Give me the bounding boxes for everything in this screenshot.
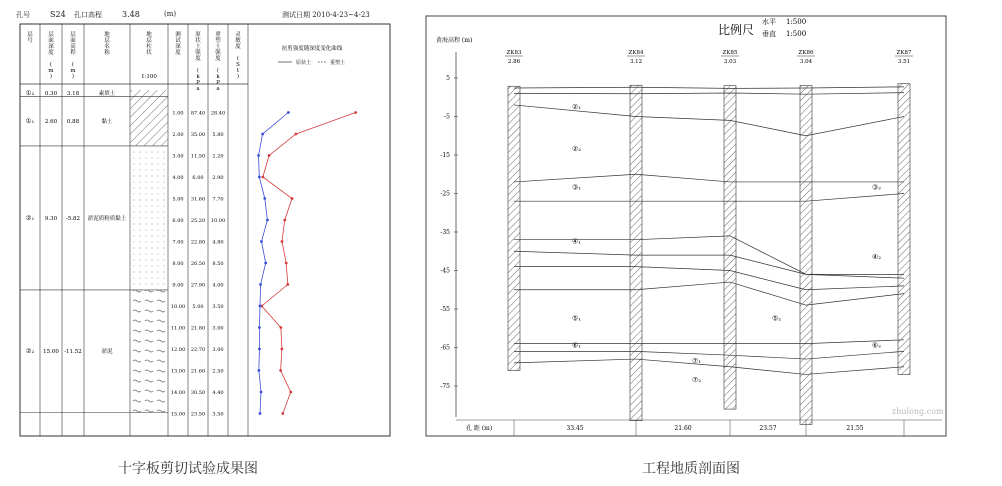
borehole-column	[898, 84, 910, 375]
scale-title: 比例尺	[718, 23, 755, 37]
test-depth: 4.00	[172, 175, 184, 181]
remolded-point	[259, 283, 262, 286]
borehole-distance: 21.55	[846, 425, 864, 432]
vane-shear-table-svg	[12, 6, 398, 446]
remolded-point	[264, 262, 267, 265]
undisturbed-strength: 21.60	[190, 368, 206, 375]
vane-shear-test-panel	[12, 6, 398, 446]
undisturbed-strength: 23.50	[190, 411, 206, 418]
remolded-point	[263, 197, 266, 200]
remolded-point	[261, 133, 264, 136]
remolded-strength: 10.00	[210, 218, 226, 224]
layer-elevation: -11.52	[64, 349, 82, 356]
y-tick-label: -65	[440, 344, 450, 352]
strata-boundary	[514, 87, 904, 89]
scale-h-value: 1:500	[786, 18, 807, 26]
undisturbed-point	[295, 133, 298, 136]
legend-remolded: 重塑土	[330, 60, 346, 66]
remolded-strength: 8.50	[212, 261, 224, 267]
test-depth: 7.00	[172, 239, 184, 246]
layer-elevation: 0.88	[66, 119, 80, 126]
layer-label: ④₂	[872, 252, 882, 261]
layer-name: 素填土	[98, 91, 116, 98]
scale-label: 1:100	[141, 74, 157, 80]
elevation-value: 3.48	[122, 10, 140, 19]
undisturbed-point	[268, 154, 271, 157]
remolded-strength: 4.00	[212, 282, 224, 289]
layer-depth: 9.30	[44, 215, 58, 222]
y-tick-label: -25	[440, 190, 450, 198]
scale-v-value: 1:500	[786, 30, 807, 38]
layer-code: ①₂	[25, 89, 35, 98]
y-tick-label: 5	[446, 75, 450, 82]
borehole-column	[508, 86, 520, 370]
undisturbed-point	[289, 391, 292, 394]
borehole-column	[724, 86, 736, 410]
undisturbed-strength: 5.00	[192, 304, 204, 310]
undisturbed-curve	[262, 113, 356, 414]
remolded-strength: 5.80	[212, 132, 224, 138]
layer-label: ④₁	[572, 237, 582, 246]
undisturbed-point	[261, 176, 264, 179]
borehole-distance: 21.60	[674, 425, 692, 432]
test-depth: 3.00	[172, 153, 184, 160]
layer-depth: 0.30	[44, 91, 58, 98]
undisturbed-strength: 35.00	[190, 132, 206, 138]
remolded-point	[260, 240, 263, 243]
borehole-id: ZK84	[628, 50, 644, 56]
layer-label: ⑦₁	[692, 356, 702, 365]
geologic-section-panel	[422, 12, 952, 442]
y-tick-label: -15	[440, 152, 450, 159]
remolded-curve	[259, 113, 289, 414]
test-depth: 11.00	[170, 325, 186, 332]
test-depth: 14.00	[170, 390, 186, 396]
elevation-unit: (m)	[164, 10, 177, 18]
column-header: 原状土强度 ( k P a	[195, 32, 201, 92]
layer-name: 淤泥质粉质黏土	[87, 215, 127, 222]
undisturbed-point	[354, 111, 357, 114]
remolded-strength: 3.00	[212, 325, 224, 332]
remolded-point	[257, 154, 260, 157]
undisturbed-strength: 21.80	[190, 325, 206, 332]
borehole-distance: 33.45	[566, 425, 584, 432]
undisturbed-point	[281, 240, 284, 243]
test-depth: 15.00	[170, 411, 186, 418]
undisturbed-strength: 30.50	[190, 390, 206, 396]
remolded-strength: 2.90	[212, 175, 224, 181]
undisturbed-strength: 87.40	[190, 110, 206, 117]
layer-elevation: -5.82	[65, 215, 81, 222]
strata-boundary	[514, 282, 904, 305]
column-header: 灵敏度 ( S t )	[235, 32, 241, 80]
y-tick-label: -45	[440, 267, 450, 275]
remolded-point	[259, 305, 262, 308]
column-header: 层号	[27, 32, 33, 44]
remolded-strength: 3.50	[212, 411, 224, 418]
layer-depth: 15.00	[43, 349, 59, 356]
borehole-column	[630, 85, 642, 420]
remolded-point	[258, 176, 261, 179]
undisturbed-point	[280, 348, 283, 351]
undisturbed-strength: 11.50	[190, 153, 206, 160]
remolded-point	[266, 219, 269, 222]
column-header: 层面高程 ( m )	[70, 32, 76, 80]
undisturbed-strength: 27.90	[190, 282, 206, 289]
undisturbed-strength: 31.60	[190, 196, 206, 203]
layer-code: ②₁	[25, 213, 35, 222]
layer-depth: 2.60	[44, 119, 58, 126]
strata-column	[130, 146, 168, 290]
remolded-strength: 7.70	[212, 196, 224, 203]
remolded-strength: 3.00	[212, 347, 224, 353]
remolded-point	[258, 348, 261, 351]
undisturbed-point	[279, 326, 282, 329]
borehole-id: ZK86	[798, 50, 814, 56]
y-tick-label: -75	[440, 383, 450, 390]
y-tick-label: -55	[440, 306, 450, 313]
undisturbed-strength: 6.00	[192, 175, 204, 181]
test-date: 测试日期 2010-4-23~4-23	[282, 11, 370, 19]
borehole-elevation: 2.86	[507, 59, 521, 65]
layer-label: ③₂	[872, 183, 882, 192]
layer-label: ②₁	[572, 102, 582, 111]
borehole-elevation: 3.04	[799, 59, 813, 65]
y-tick-label: -5	[444, 113, 450, 121]
remolded-strength: 28.40	[210, 110, 226, 117]
left-caption: 十字板剪切试验成果图	[118, 461, 258, 477]
remolded-point	[260, 391, 263, 394]
test-depth: 13.00	[170, 368, 186, 375]
strata-column	[130, 290, 168, 413]
layer-elevation: 3.18	[66, 91, 80, 98]
chart-legend-title: 抗剪强度随深度变化曲线	[281, 46, 343, 52]
column-header: 层面深度 ( m )	[48, 32, 54, 80]
test-depth: 6.00	[172, 218, 184, 224]
remolded-point	[258, 326, 261, 329]
column-header: 测试深度	[175, 32, 181, 56]
undisturbed-point	[286, 283, 289, 286]
undisturbed-point	[285, 262, 288, 265]
layer-name: 淤泥	[101, 349, 113, 356]
layer-label: ⑥₁	[572, 341, 582, 350]
layer-label: ⑤₂	[772, 314, 782, 323]
strata-boundary	[514, 93, 904, 95]
test-depth: 9.00	[172, 282, 184, 289]
test-depth: 2.00	[172, 132, 184, 138]
layer-label: ⑦₂	[692, 376, 702, 385]
undisturbed-strength: 22.70	[190, 347, 206, 353]
borehole-elevation: 3.51	[897, 59, 911, 65]
distance-label: 孔 距 (m)	[466, 425, 493, 432]
test-depth: 10.00	[170, 304, 186, 310]
column-header: 重塑土强度 ( k P a	[215, 32, 221, 92]
remolded-strength: 4.80	[212, 239, 224, 246]
column-header: 地层名称	[104, 32, 110, 56]
undisturbed-strength: 26.50	[190, 261, 206, 267]
layer-label: ②₂	[572, 145, 582, 154]
remolded-point	[287, 111, 290, 114]
borehole-id: ZK87	[896, 50, 912, 56]
strata-boundary	[514, 267, 904, 290]
layer-label: ③₁	[572, 183, 582, 192]
remolded-strength: 4.40	[212, 390, 224, 396]
remolded-point	[259, 412, 262, 415]
strata-boundary	[514, 356, 904, 374]
legend-undisturbed: 原状土	[296, 60, 312, 66]
strata-boundary	[514, 174, 904, 182]
undisturbed-strength: 25.20	[190, 218, 206, 224]
strata-column	[130, 90, 168, 96]
section-frame	[426, 16, 946, 436]
remolded-strength: 3.50	[212, 304, 224, 310]
borehole-elevation: 3.12	[629, 59, 643, 65]
strata-boundary	[514, 351, 904, 359]
undisturbed-point	[279, 369, 282, 372]
test-depth: 8.00	[172, 261, 184, 267]
test-depth: 1.00	[172, 110, 184, 117]
borehole-column	[800, 86, 812, 425]
layer-name: 黏土	[101, 119, 113, 126]
axis-label: 黄海高程 (m)	[436, 37, 473, 44]
undisturbed-point	[283, 219, 286, 222]
remolded-strength: 2.20	[212, 153, 224, 160]
hole-no-value: S24	[50, 10, 66, 19]
geologic-section-svg	[422, 12, 952, 442]
y-tick-label: -35	[440, 229, 450, 236]
watermark-text: zhulong.com	[892, 407, 944, 416]
layer-label: ⑥₂	[872, 341, 882, 350]
layer-label: ⑤₁	[572, 314, 582, 323]
right-caption: 工程地质剖面图	[642, 461, 740, 477]
borehole-id: ZK83	[506, 50, 522, 56]
remolded-strength: 2.50	[212, 368, 224, 375]
undisturbed-strength: 22.80	[190, 239, 206, 246]
strata-column	[130, 96, 168, 145]
scale-h-label: 水平	[762, 18, 776, 26]
scale-v-label: 垂直	[762, 30, 776, 38]
layer-code: ①₁	[25, 117, 35, 126]
borehole-id: ZK85	[722, 50, 738, 56]
borehole-distance: 23.57	[759, 425, 777, 432]
test-depth: 5.00	[172, 196, 184, 203]
elevation-label: 孔口高程	[74, 11, 102, 19]
undisturbed-point	[281, 412, 284, 415]
column-header: 地层柱状	[146, 32, 152, 56]
test-depth: 12.00	[170, 347, 186, 353]
undisturbed-point	[291, 197, 294, 200]
layer-code: ②₂	[25, 347, 35, 356]
borehole-elevation: 3.03	[723, 59, 737, 65]
strata-boundary	[514, 194, 904, 202]
hole-no-label: 孔号	[16, 11, 30, 19]
remolded-point	[257, 369, 260, 372]
